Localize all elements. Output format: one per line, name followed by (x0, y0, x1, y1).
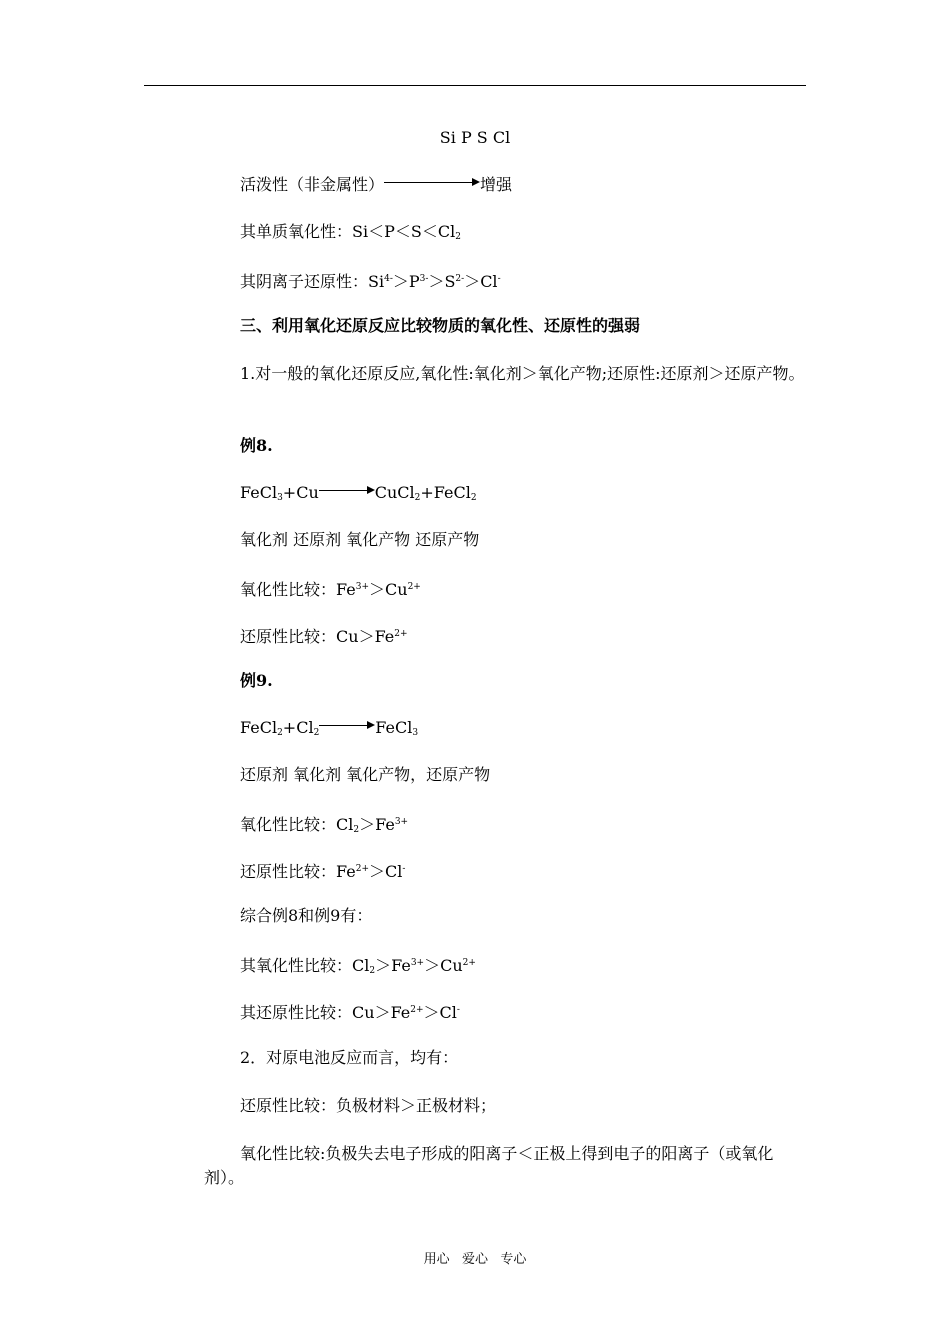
paragraph-2: 2．对原电池反应而言，均有： (240, 1048, 459, 1067)
example-9-heading: 例9. (240, 671, 273, 690)
example-9-roles: 还原剂 氧化剂 氧化产物，还原产物 (240, 765, 491, 784)
combined-reducing: 其还原性比较：$Cu>Fe^{2+}>Cl^-$ (240, 1003, 460, 1022)
combined-oxidizing: 其氧化性比较：$Cl_2>Fe^{3+}>Cu^{2+}$ (240, 956, 476, 976)
example-8-equation: FeCl$_3$+Cu CuCl$_2$+FeCl$_2$ (240, 483, 477, 503)
anion-order-line: 其阴离子还原性：$Si^{4-}>P^{3-}>S^{2-}>Cl^-$ (240, 272, 501, 291)
paragraph-1: 1.对一般的氧化还原反应,氧化性:氧化剂＞氧化产物;还原性:还原剂＞还原产物。 (240, 364, 805, 383)
page-footer: 用心 爱心 专心 (423, 1252, 527, 1267)
header-rule (144, 85, 806, 86)
battery-oxidizing: 氧化性比较:负极失去电子形成的阳离子＜正极上得到电子的阳离子（或氧化剂）。 (204, 1144, 774, 1187)
example-9-equation: $FeCl_2+Cl_2$ FeCl$_3$ (240, 718, 419, 738)
elements-line: Si P S Cl (439, 128, 511, 147)
example-9-oxidizing: 氧化性比较：$Cl_2>Fe^{3+}$ (240, 815, 409, 835)
example-9-reducing: 还原性比较：$Fe^{2+}>Cl^-$ (240, 862, 406, 881)
example-8-roles: 氧化剂 还原剂 氧化产物 还原产物 (240, 530, 480, 549)
section3-heading: 三、利用氧化还原反应比较物质的氧化性、还原性的强弱 (240, 316, 641, 335)
activity-line: 活泼性（非金属性） 增强 (240, 175, 513, 194)
oxidizing-order-line: 其单质氧化性：$Si<P<S<Cl_2$ (240, 222, 461, 242)
arrow-icon (319, 721, 375, 731)
example-8-oxidizing: 氧化性比较：$Fe^{3+}>Cu^{2+}$ (240, 580, 421, 599)
example-8-reducing: 还原性比较：$Cu>Fe^{2+}$ (240, 627, 408, 646)
battery-reducing: 还原性比较：负极材料＞正极材料； (240, 1096, 497, 1115)
example-8-heading: 例8. (240, 436, 273, 455)
arrow-icon (319, 486, 375, 496)
combined-heading: 综合例8和例9有： (240, 906, 373, 925)
arrow-icon (384, 178, 480, 188)
